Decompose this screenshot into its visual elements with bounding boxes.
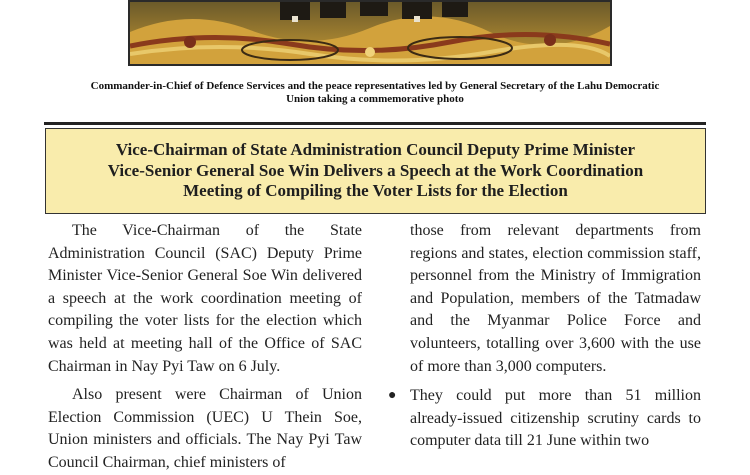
left-paragraph-1: The Vice-Chairman of the State Administration Council (SAC) Deputy Prime Minister Vice-Senior General Soe Win delivered a speech at the work coordination meeting of compiling the voter lists for the election which was held at meeting hall of the Office of SAC Chairman in Nay Pyi Taw on 6 July. — [48, 222, 362, 375]
left-column — [48, 220, 362, 475]
left-paragraph-2: Also present were Chairman of Union Election Commission (UEC) U Thein Soe, Union ministers and officials. The Nay Pyi Taw Council Chairman, chief ministers of — [48, 386, 362, 471]
headline-line-1: Vice-Chairman of State Administration Council Deputy Prime Minister — [115, 140, 636, 160]
right-column — [388, 220, 701, 453]
caption-line-2: Union taking a commemorative photo — [286, 92, 464, 105]
article-headline — [108, 140, 643, 202]
caption-line-1: Commander-in-Chief of Defence Services and the peace representatives led by General Secretary of the Lahu Democratic — [90, 80, 660, 92]
bullet-text: They could put more than 51 million already-issued citizenship scrutiny cards to computer data till 21 June within two — [410, 387, 701, 450]
headline-line-3: Meeting of Compiling the Voter Lists for the Election — [183, 181, 568, 201]
carpet-pattern-icon — [130, 2, 610, 64]
headline-box — [45, 128, 706, 214]
right-paragraph-1: those from relevant departments from regions and states, election commission staff, personnel from the Ministry of Immigration and Population, members of the Tatmadaw and the Myanmar Police Force and volunteers, totalling over 3,600 with the use of more than 3,000 computers. — [410, 222, 701, 375]
top-divider — [44, 122, 706, 125]
headline-line-2: Vice-Senior General Soe Win Delivers a Speech at the Work Coordination — [107, 160, 644, 180]
photo-caption — [40, 80, 710, 105]
commemorative-photo — [128, 0, 612, 66]
bullet-dot-icon: ● — [388, 388, 397, 404]
bullet-item — [388, 385, 701, 453]
